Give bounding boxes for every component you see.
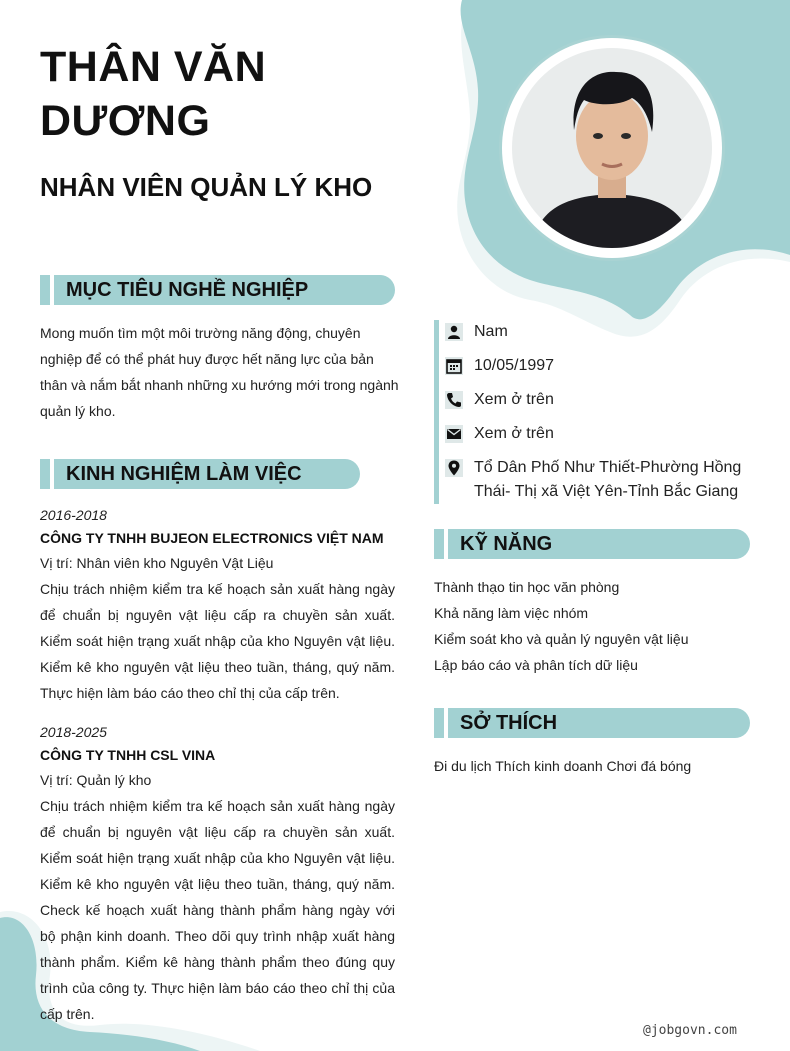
section-title: MỤC TIÊU NGHỀ NGHIỆP xyxy=(66,279,309,301)
section-title: SỞ THÍCH xyxy=(460,712,558,734)
info-address-text: Tổ Dân Phố Như Thiết-Phường Hồng Thái- Thị xã Việt Yên-Tỉnh Bắc Giang xyxy=(474,459,742,500)
experience-description: Chịu trách nhiệm kiểm tra kế hoạch sản xuất hàng ngày để chuẩn bị nguyên vật liệu cấp ra chuyền sản xuất. Kiểm soát hiện trạng xuất nhập của kho Nguyên vật liệu. Kiểm kê kho nguyên vật liệu theo tuần, tháng, quý năm. Check kế hoạch xuất hàng thành phẩm hàng ngày với bộ phận kinh doanh. Theo dõi quy trình nhập xuất hàng thành phẩm. Kiểm kê hàng thành phẩm theo đúng quy trình của công ty. Thực hiện làm báo cáo theo chỉ thị của cấp trên. xyxy=(40,798,395,1022)
location-pin-icon xyxy=(445,459,463,477)
experience-period: 2016-2018 xyxy=(40,507,107,523)
email-icon xyxy=(445,425,463,443)
section-header-skills xyxy=(434,529,750,559)
profile-photo xyxy=(502,38,722,258)
section-title: KINH NGHIỆM LÀM VIỆC xyxy=(66,463,302,485)
info-gender-text: Nam xyxy=(474,323,508,340)
experience-company: CÔNG TY TNHH CSL VINA xyxy=(40,747,216,763)
skill-item: Kiểm soát kho và quản lý nguyên vật liệu xyxy=(434,631,689,647)
section-title: KỸ NĂNG xyxy=(460,533,553,555)
info-birthdate-text: 10/05/1997 xyxy=(474,357,555,374)
experience-position: Vị trí: Nhân viên kho Nguyên Vật Liệu xyxy=(40,555,274,571)
career-objective-text: Mong muốn tìm một môi trường năng động, chuyên nghiệp để có thể phát huy được hết năng lực của bản thân và nắm bắt nhanh những xu hướng mới trong ngành quản lý kho. xyxy=(40,325,399,419)
skill-item: Khả năng làm việc nhóm xyxy=(434,605,589,621)
section-header-career-objective xyxy=(40,275,395,305)
candidate-name: THÂN VĂN DƯƠNG xyxy=(40,43,267,145)
job-title: NHÂN VIÊN QUẢN LÝ KHO xyxy=(40,172,373,202)
hobbies-text: Đi du lịch Thích kinh doanh Chơi đá bóng xyxy=(434,758,692,774)
section-header-hobbies xyxy=(434,708,750,738)
section-header-experience xyxy=(40,459,360,489)
experience-position: Vị trí: Quản lý kho xyxy=(40,772,152,788)
watermark-text: @jobgovn.com xyxy=(643,1023,737,1038)
info-email-text: Xem ở trên xyxy=(474,425,554,442)
experience-period: 2018-2025 xyxy=(40,724,107,740)
portrait-avatar-icon xyxy=(512,48,712,248)
phone-icon xyxy=(445,391,463,409)
calendar-icon xyxy=(445,357,463,375)
info-phone-text: Xem ở trên xyxy=(474,391,554,408)
personal-info-accent-bar xyxy=(434,320,439,504)
experience-description: Chịu trách nhiệm kiểm tra kế hoạch sản xuất hàng ngày để chuẩn bị nguyên vật liệu cấp ra chuyền sản xuất. Kiểm soát hiện trạng xuất nhập của kho Nguyên vật liệu. Kiểm kê kho nguyên vật liệu theo tuần, tháng, quý năm. Thực hiện làm báo cáo theo chỉ thị của cấp trên. xyxy=(40,581,395,701)
skill-item: Lập báo cáo và phân tích dữ liệu xyxy=(434,657,638,673)
experience-company: CÔNG TY TNHH BUJEON ELECTRONICS VIỆT NAM xyxy=(40,530,384,546)
skill-item: Thành thạo tin học văn phòng xyxy=(434,579,620,595)
person-icon xyxy=(445,323,463,341)
